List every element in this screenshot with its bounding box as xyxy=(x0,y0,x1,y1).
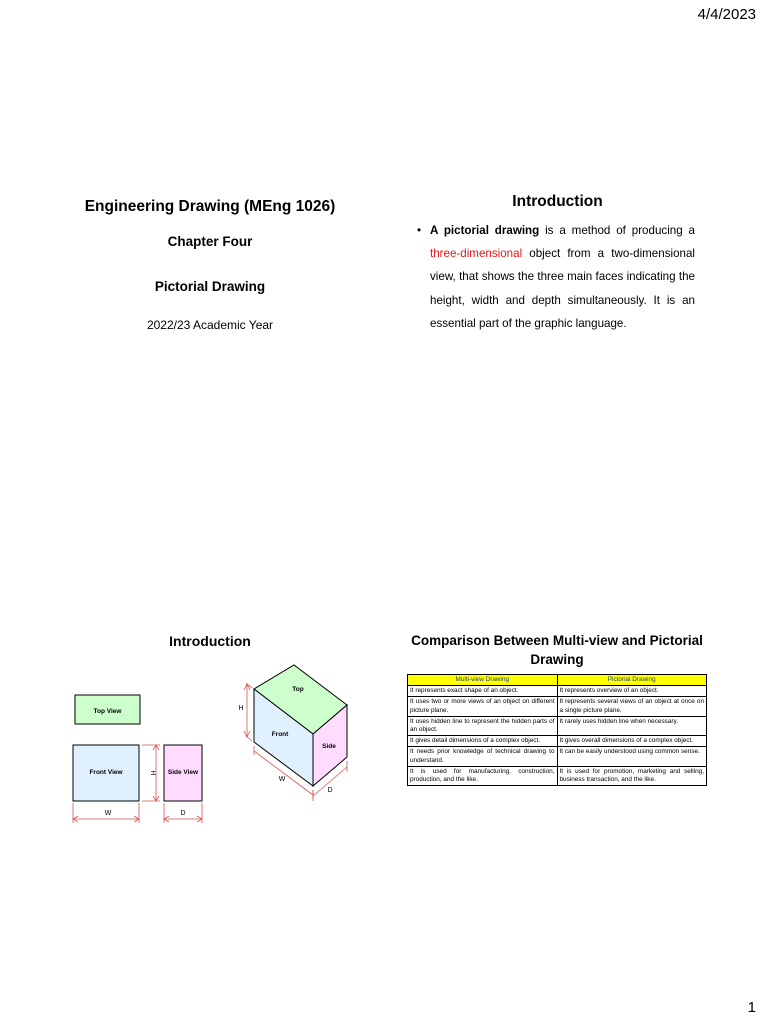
top-view-label: Top View xyxy=(93,708,122,715)
side-view-label: Side View xyxy=(167,769,199,776)
table-cell: It needs prior knowledge of technical drawing to understand. xyxy=(408,747,558,766)
ortho-d-label: D xyxy=(180,810,186,817)
table-cell: It is used for manufacturing, construction, production, and the like. xyxy=(408,766,558,785)
table-cell: It uses hidden line to represent the hidden parts of an object. xyxy=(408,716,558,735)
comparison-table xyxy=(407,674,707,786)
table-row xyxy=(408,747,707,766)
table-row xyxy=(408,686,707,697)
slide2-title: Introduction xyxy=(512,193,603,210)
table-cell: It uses two or more views of an object on different picture plane. xyxy=(408,697,558,716)
text-part-b: object from a two-dimensional view, that shows the three main faces indicating the height, width and depth simultaneously. It is an essential part of the graphic language. xyxy=(430,247,695,330)
chapter-label: Chapter Four xyxy=(167,234,253,249)
iso-side-label: Side xyxy=(322,743,336,750)
table-cell: It gives overall dimensions of a complex object. xyxy=(557,736,707,747)
projection-diagram xyxy=(60,655,360,830)
table-header-row xyxy=(408,675,707,686)
text-part-a: is a method of producing a xyxy=(539,224,695,237)
bullet-icon: • xyxy=(417,224,422,237)
table-cell: It represents exact shape of an object. xyxy=(408,686,558,697)
header-pictorial: Pictorial Drawing xyxy=(557,675,707,686)
table-row xyxy=(408,766,707,785)
ortho-w-label: W xyxy=(104,810,112,817)
iso-w-label: W xyxy=(278,776,286,783)
table-row xyxy=(408,716,707,735)
table-row xyxy=(408,697,707,716)
header-multiview: Multi-view Drawing xyxy=(408,675,558,686)
iso-h-label: H xyxy=(238,705,244,712)
table-cell: It represents several views of an object at once on a single picture plane. xyxy=(557,697,707,716)
print-date: 4/4/2023 xyxy=(697,6,756,23)
table-cell: It is used for promotion, marketing and selling, business transaction, and the like. xyxy=(557,766,707,785)
page-number: 1 xyxy=(747,999,756,1016)
ortho-h-label: H xyxy=(149,770,156,776)
red-highlight: three-dimensional xyxy=(430,247,523,261)
slide4-title: Comparison Between Multi-view and Pictorial Drawing xyxy=(411,633,703,667)
iso-d-label: D xyxy=(327,787,333,794)
table-cell: It represents overview of an object. xyxy=(557,686,707,697)
bold-lead: A pictorial drawing xyxy=(430,224,540,237)
table-cell: It gives detail dimensions of a complex object. xyxy=(408,736,558,747)
slide2-paragraph xyxy=(430,219,695,335)
table-row xyxy=(408,736,707,747)
academic-year: 2022/23 Academic Year xyxy=(146,318,274,332)
slide2-body xyxy=(417,219,695,335)
iso-top-label: Top xyxy=(292,686,304,693)
iso-front-label: Front xyxy=(271,731,289,738)
course-title: Engineering Drawing (MEng 1026) xyxy=(84,198,336,215)
chapter-subject: Pictorial Drawing xyxy=(154,279,266,294)
front-view-label: Front View xyxy=(89,769,123,776)
table-cell: It rarely uses hidden line when necessary. xyxy=(557,716,707,735)
iso-h-dimension xyxy=(244,683,252,741)
table-cell: It can be easily understood using common sense. xyxy=(557,747,707,766)
slide3-title: Introduction xyxy=(169,633,251,649)
